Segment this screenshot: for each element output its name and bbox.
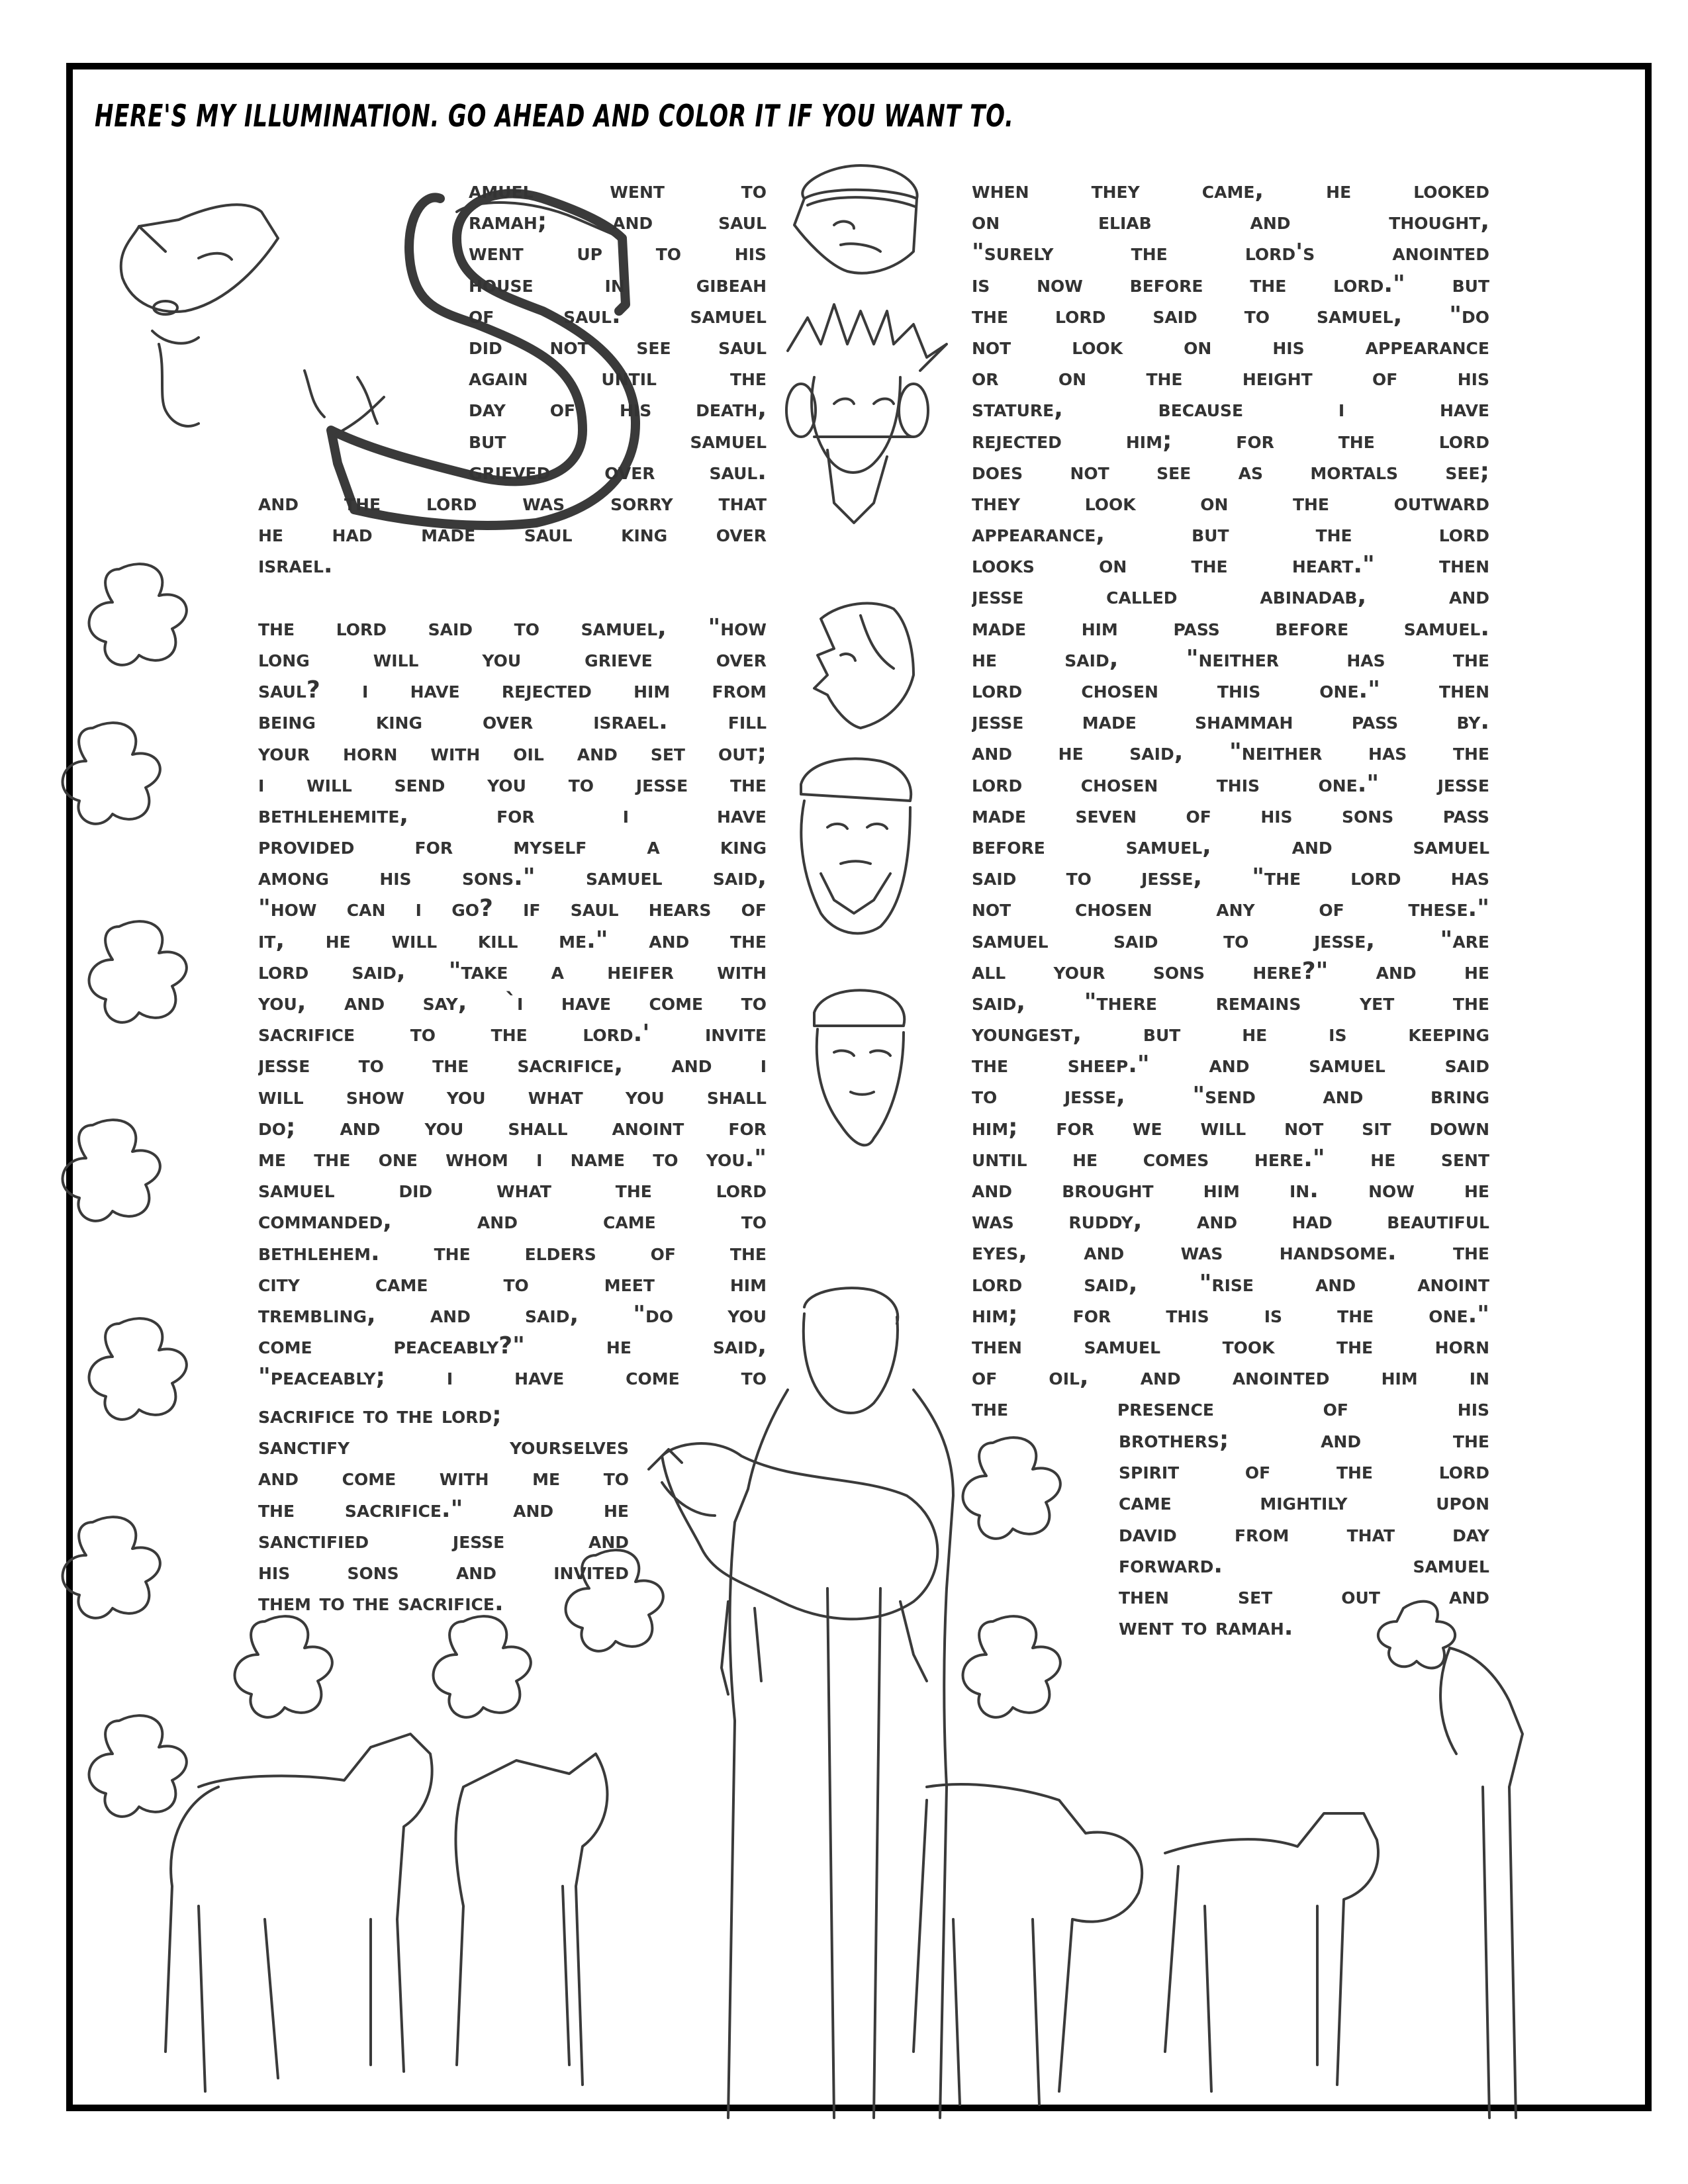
text-line: then set out and: [1119, 1582, 1489, 1610]
text-line: does not see as mortals see;: [972, 457, 1489, 485]
text-line: went to ramah.: [1119, 1614, 1293, 1641]
text-line: before samuel, and samuel: [972, 832, 1489, 860]
text-line: eyes, and was handsome. the: [972, 1238, 1489, 1266]
text-line: sacrifice to the lord;: [258, 1402, 502, 1429]
text-line: said, "there remains yet the: [972, 988, 1489, 1016]
text-line: lord said, "rise and anoint: [972, 1269, 1489, 1297]
page-heading: HERE'S MY ILLUMINATION. GO AHEAD AND COLOR IT IF YOU WANT TO.: [95, 98, 1014, 134]
right-column-narrow: [1119, 1424, 1489, 1643]
text-line: to jesse, "send and bring: [972, 1082, 1489, 1110]
text-line: of oil, and anointed him in: [972, 1363, 1489, 1391]
text-line: made him pass before samuel.: [972, 614, 1489, 641]
text-line: the presence of his: [972, 1394, 1489, 1422]
text-line: amuel went to: [469, 177, 767, 204]
text-line: them to the sacrifice.: [258, 1589, 504, 1617]
text-line: or on the height of his: [972, 364, 1489, 392]
text-line: it, he will kill me." and the: [258, 926, 767, 954]
text-line: come peaceably?" he said,: [258, 1332, 767, 1360]
text-line: david from that day: [1119, 1520, 1489, 1547]
text-line: you, and say, `i have come to: [258, 989, 767, 1016]
text-line: among his sons." samuel said,: [258, 864, 767, 891]
text-line: he said, "neither has the: [972, 645, 1489, 672]
text-line: bethlehemite, for i have: [258, 801, 767, 829]
text-line: until he comes here." he sent: [972, 1144, 1489, 1172]
text-line: sanctified jesse and: [258, 1526, 629, 1554]
text-line: commanded, and came to: [258, 1207, 767, 1235]
left-column-intro: [469, 175, 767, 487]
text-line: i will send you to jesse the: [258, 770, 767, 797]
text-line: all your sons here?" and he: [972, 957, 1489, 985]
text-line: him; for this is the one.": [972, 1300, 1489, 1328]
text-line: and brought him in. now he: [972, 1176, 1489, 1203]
text-line: spirit of the lord: [1119, 1457, 1489, 1485]
text-line: he had made saul king over: [258, 520, 767, 548]
text-line: went up to his: [469, 239, 767, 267]
text-line: and he said, "neither has the: [972, 739, 1489, 766]
text-line: was ruddy, and had beautiful: [972, 1207, 1489, 1235]
text-line: rejected him; for the lord: [972, 426, 1489, 454]
text-line: appearance, but the lord: [972, 520, 1489, 548]
text-line: is now before the lord." but: [972, 270, 1489, 298]
text-line: the sheep." and samuel said: [972, 1051, 1489, 1079]
text-line: on eliab and thought,: [972, 208, 1489, 236]
text-line: "how can i go? if saul hears of: [258, 895, 767, 923]
text-line: saul? i have rejected him from: [258, 676, 767, 704]
text-line: the lord said to samuel, "do: [972, 301, 1489, 329]
text-line: the sacrifice." and he: [258, 1495, 629, 1523]
text-line: do; and you shall anoint for: [258, 1113, 767, 1141]
text-line: came mightily upon: [1119, 1488, 1489, 1516]
text-line: me the one whom i name to you.": [258, 1144, 767, 1172]
text-line: grieved over saul.: [469, 457, 767, 485]
text-line: trembling, and said, "do you: [258, 1300, 767, 1328]
text-line: him; for we will not sit down: [972, 1113, 1489, 1141]
text-line: jesse to the sacrifice, and i: [258, 1051, 767, 1079]
text-line: again until the: [469, 364, 767, 392]
text-line: not chosen any of these.": [972, 895, 1489, 923]
text-line: samuel did what the lord: [258, 1176, 767, 1204]
text-line: being king over israel. fill: [258, 707, 767, 735]
text-line: sanctify yourselves: [258, 1433, 629, 1461]
text-line: youngest, but he is keeping: [972, 1020, 1489, 1048]
text-line: of saul. samuel: [469, 301, 767, 329]
text-line: stature, because i have: [972, 395, 1489, 423]
text-line: jesse called abinadab, and: [972, 582, 1489, 610]
text-line: bethlehem. the elders of the: [258, 1238, 767, 1266]
text-line: "peaceably; i have come to: [258, 1363, 767, 1391]
text-line: lord chosen this one." jesse: [972, 770, 1489, 797]
text-line: sacrifice to the lord.' invite: [258, 1020, 767, 1048]
text-line: "surely the lord's anointed: [972, 239, 1489, 267]
text-line: samuel said to jesse, "are: [972, 926, 1489, 954]
text-line: forward. samuel: [1119, 1551, 1489, 1578]
text-line: not look on his appearance: [972, 332, 1489, 360]
text-line: house in gibeah: [469, 270, 767, 298]
text-line: the lord said to samuel, "how: [258, 614, 767, 641]
text-line: but samuel: [469, 426, 767, 454]
text-line: will show you what you shall: [258, 1082, 767, 1110]
text-line: day of his death,: [469, 395, 767, 423]
text-line: and the lord was sorry that: [258, 489, 767, 516]
text-line: said to jesse, "the lord has: [972, 864, 1489, 891]
text-line: city came to meet him: [258, 1269, 767, 1297]
left-column-body: [258, 487, 767, 1392]
text-line: lord said, "take a heifer with: [258, 957, 767, 985]
text-line: your horn with oil and set out;: [258, 739, 767, 766]
text-line: looks on the heart." then: [972, 551, 1489, 579]
text-line: and come with me to: [258, 1464, 629, 1492]
text-line: jesse made shammah pass by.: [972, 707, 1489, 735]
text-line: they look on the outward: [972, 488, 1489, 516]
text-line: provided for myself a king: [258, 833, 767, 860]
text-line: his sons and invited: [258, 1557, 629, 1585]
text-line: brothers; and the: [1119, 1426, 1489, 1453]
left-column-narrow: [258, 1400, 629, 1618]
text-line: then samuel took the horn: [972, 1332, 1489, 1359]
right-column-body: [972, 175, 1489, 1424]
text-line: when they came, he looked: [972, 177, 1489, 204]
text-line: israel.: [258, 551, 333, 579]
text-line: made seven of his sons pass: [972, 801, 1489, 829]
text-line: lord chosen this one." then: [972, 676, 1489, 704]
text-line: long will you grieve over: [258, 645, 767, 672]
text-line: did not see saul: [469, 332, 767, 360]
text-line: ramah; and saul: [469, 208, 767, 236]
